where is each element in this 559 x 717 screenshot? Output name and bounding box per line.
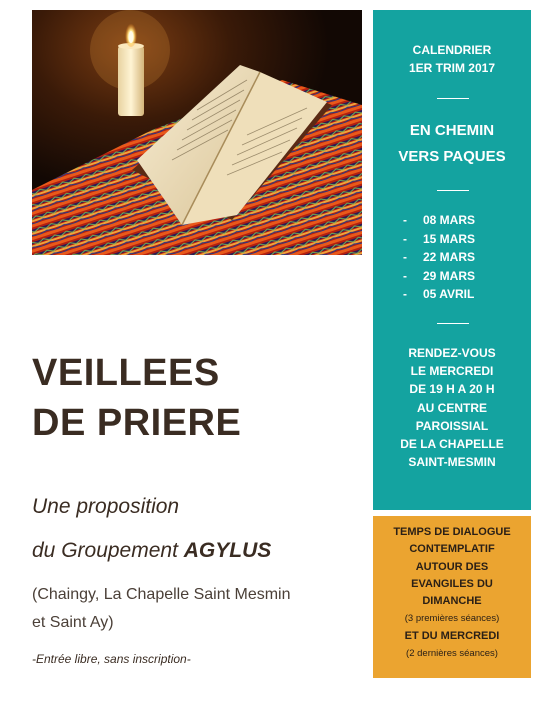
list-dash: - (403, 287, 407, 301)
date-text: 15 MARS (423, 231, 476, 246)
list-item (403, 230, 513, 249)
divider (437, 323, 469, 324)
list-item (403, 211, 513, 230)
rendezvous-line: LE MERCREDI (410, 364, 494, 379)
list-item (403, 248, 513, 267)
info-line: AUTOUR DES (415, 560, 489, 573)
group-name: AGYLUS (183, 539, 272, 562)
candle-bible-photo (32, 10, 362, 255)
info-line: CONTEMPLATIF (409, 543, 495, 556)
list-dash: - (403, 268, 407, 283)
rendezvous-line: SAINT-MESMIN (408, 455, 496, 470)
rendezvous-line: AU CENTRE (416, 400, 487, 415)
dialogue-info-panel (373, 516, 531, 678)
date-text: 29 MARS (423, 268, 476, 283)
rendezvous-line: RENDEZ-VOUS (408, 346, 496, 360)
subtitle-line-1: Une proposition (32, 495, 180, 518)
dialogue-info-list (373, 524, 531, 662)
date-text: 08 MARS (423, 213, 476, 227)
calendar-trimester: 1ER TRIM 2017 (408, 61, 496, 75)
title-line-1: VEILLEES (32, 352, 220, 394)
info-note: (2 dernières séances) (406, 648, 498, 660)
subtitle-line-2 (32, 539, 271, 563)
rendezvous-line: PAROISSIAL (415, 418, 489, 433)
rendezvous-line: DE 19 H A 20 H (409, 382, 495, 397)
info-note: (3 premières séances) (404, 613, 500, 625)
subtitle-prefix: du Groupement (32, 539, 184, 562)
info-line: EVANGILES DU (411, 577, 493, 590)
date-text: 22 MARS (423, 250, 476, 264)
places-line-1: (Chaingy, La Chapelle Saint Mesmin (32, 586, 291, 603)
divider (437, 190, 469, 191)
list-item (403, 285, 513, 304)
info-line: TEMPS DE DIALOGUE (393, 526, 511, 538)
date-text: 05 AVRIL (423, 287, 475, 301)
dates-list (403, 211, 513, 304)
list-dash: - (403, 250, 407, 264)
list-item (403, 267, 513, 286)
list-dash: - (403, 231, 407, 246)
calendar-heading: CALENDRIER (412, 43, 492, 57)
theme-line-1: EN CHEMIN (409, 122, 495, 139)
divider (437, 98, 469, 99)
info-line: DIMANCHE (422, 595, 482, 608)
page-title (32, 348, 241, 448)
places-line-2: et Saint Ay) (32, 614, 114, 631)
theme-line-2: VERS PAQUES (398, 148, 506, 165)
calendar-panel (373, 10, 531, 510)
rendezvous-line: DE LA CHAPELLE (400, 436, 504, 451)
title-line-2: DE PRIERE (32, 402, 242, 444)
list-dash: - (403, 213, 407, 227)
info-line: ET DU MERCREDI (404, 629, 500, 642)
rendezvous-info (373, 344, 531, 471)
entry-note: -Entrée libre, sans inscription- (32, 652, 191, 666)
